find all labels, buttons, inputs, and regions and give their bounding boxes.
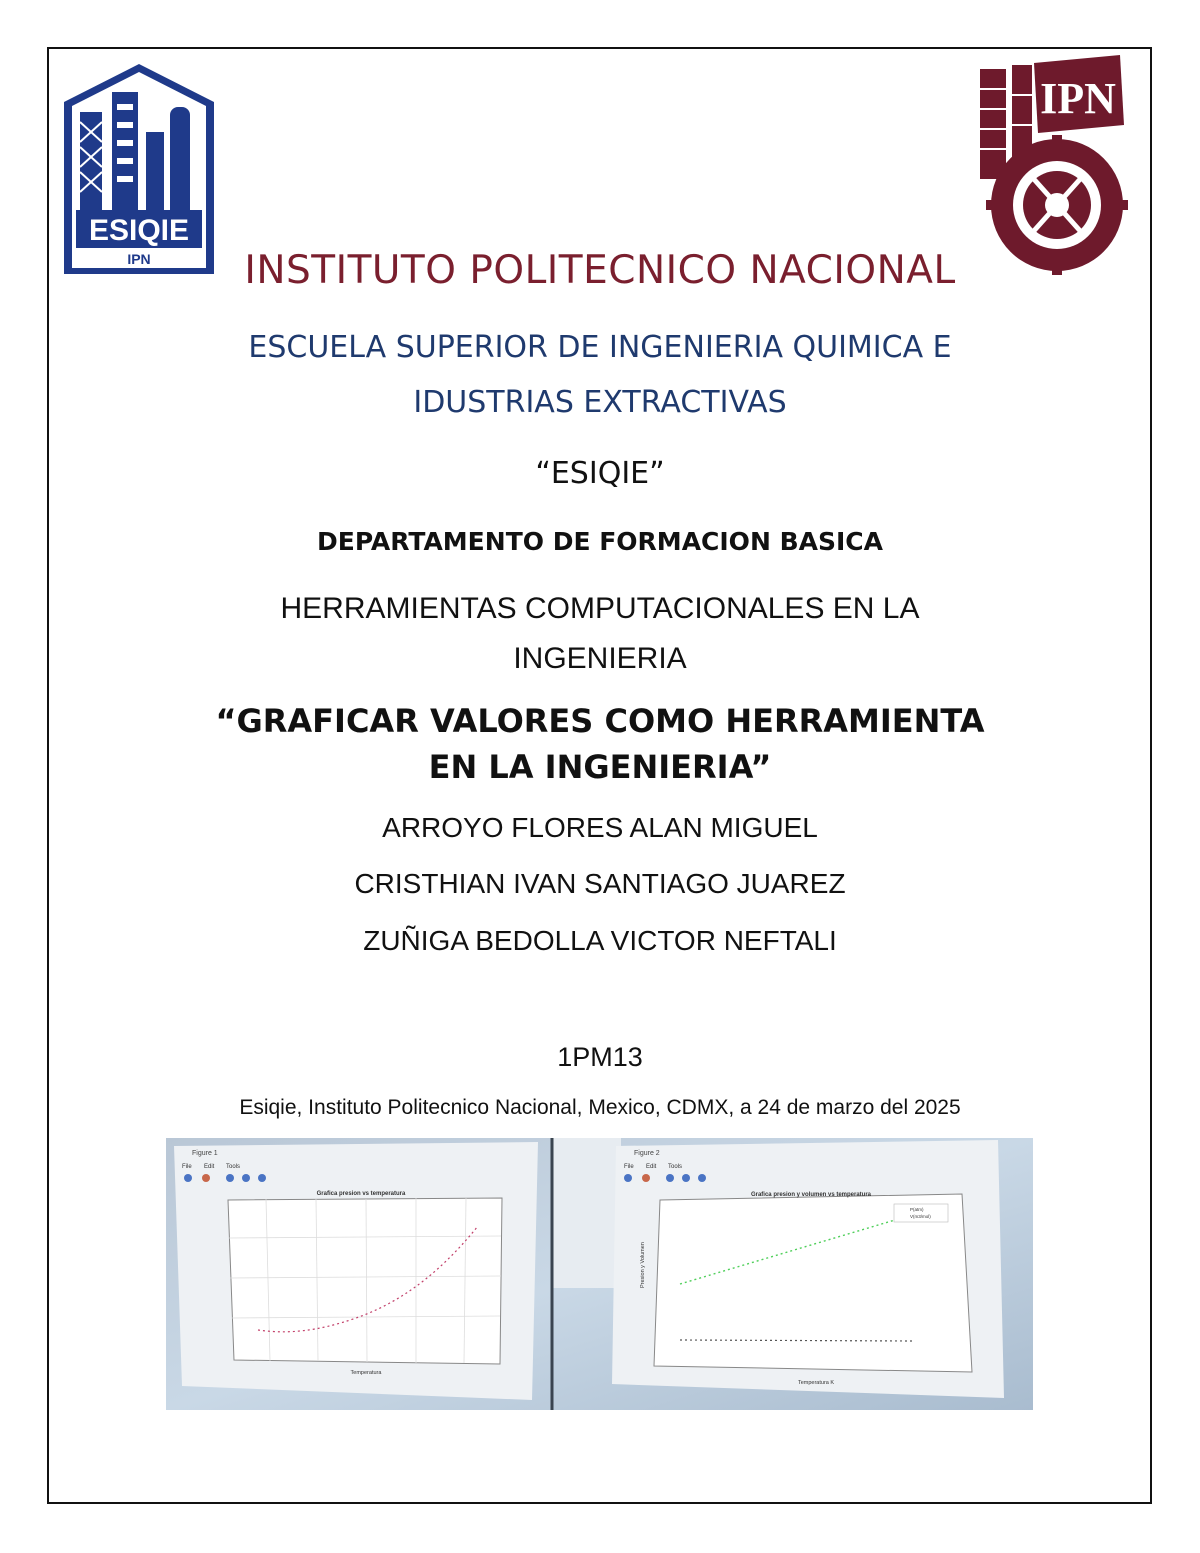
esiqie-logo-sub: IPN bbox=[127, 251, 151, 267]
school-name-line2: IDUSTRIAS EXTRACTIVAS bbox=[413, 385, 787, 420]
figure-1-window bbox=[174, 1142, 538, 1400]
figure-1-menu-file: File bbox=[182, 1164, 192, 1170]
ipn-logo-text: IPN bbox=[1040, 74, 1116, 123]
figure-2-title: Figure 2 bbox=[634, 1150, 660, 1157]
institution-name: INSTITUTO POLITECNICO NACIONAL bbox=[244, 248, 956, 293]
chart-2-xlabel: Temperatura K bbox=[797, 1380, 835, 1386]
chart-2-legend-item-2: V(m3/mol) bbox=[910, 1214, 931, 1219]
chart-2-legend-item-1: P(atm) bbox=[910, 1207, 924, 1212]
screen-photo bbox=[166, 1138, 1033, 1410]
subject-line1: HERRAMIENTAS COMPUTACIONALES EN LA bbox=[280, 592, 920, 625]
place-date: Esiqie, Instituto Politecnico Nacional, Mexico, CDMX, a 24 de marzo del 2025 bbox=[239, 1096, 961, 1119]
author-3: ZUÑIGA BEDOLLA VICTOR NEFTALI bbox=[363, 925, 837, 956]
figure-1-menu-tools: Tools bbox=[226, 1164, 241, 1170]
figure-2-menu-file: File bbox=[624, 1164, 634, 1170]
figure-1-title: Figure 1 bbox=[192, 1150, 218, 1157]
chart-2-ylabel: Presion y Volumen bbox=[640, 1242, 646, 1288]
department-name: DEPARTAMENTO DE FORMACION BASICA bbox=[317, 527, 883, 556]
figure-2-menu-edit: Edit bbox=[646, 1164, 657, 1170]
school-acronym: “ESIQIE” bbox=[535, 456, 665, 491]
chart-2-title: Grafica presion y volumen vs temperatura bbox=[750, 1192, 872, 1198]
subject-line2: INGENIERIA bbox=[513, 642, 687, 675]
group-code: 1PM13 bbox=[557, 1042, 643, 1072]
school-name-line1: ESCUELA SUPERIOR DE INGENIERIA QUIMICA E bbox=[248, 330, 952, 365]
figure-1-menu-edit: Edit bbox=[204, 1164, 215, 1170]
figure-2-window bbox=[612, 1140, 1004, 1398]
esiqie-logo bbox=[62, 62, 216, 276]
chart-1-xlabel: Temperatura bbox=[350, 1370, 382, 1376]
report-title-line2: EN LA INGENIERIA” bbox=[428, 748, 772, 786]
esiqie-logo-text: ESIQIE bbox=[88, 214, 190, 247]
chart-1-title: Grafica presion vs temperatura bbox=[316, 1191, 406, 1197]
report-title-line1: “GRAFICAR VALORES COMO HERRAMIENTA bbox=[215, 702, 985, 740]
author-1: ARROYO FLORES ALAN MIGUEL bbox=[382, 812, 818, 843]
figure-2-menu-tools: Tools bbox=[668, 1164, 683, 1170]
ipn-logo bbox=[972, 55, 1130, 277]
author-2: CRISTHIAN IVAN SANTIAGO JUAREZ bbox=[354, 868, 846, 899]
